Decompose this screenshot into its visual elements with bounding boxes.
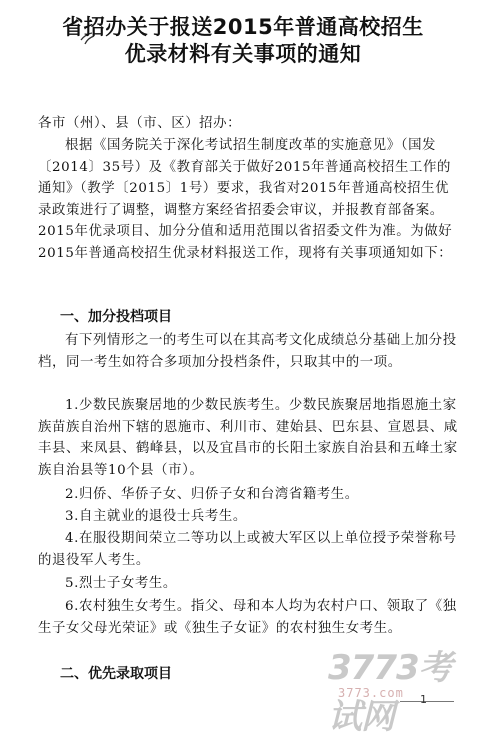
- intro-paragraph: 根据《国务院关于深化考试招生制度改革的实施意见》（国发〔2014〕35号）及《教育部关于做好2015年普通高校招生工作的通知》（教学〔2015〕1号）要求，我省对2015年普通高校招生优录政策进行了调整，调整方案经省招委会审议，并报教育部备案。2015年优录项目、加分分值和适用范围以省招委文件为准。为做好2015年普通高校招生优录材料报送工作，现将有关事项通知如下：: [38, 138, 453, 261]
- list-item-1: 1.少数民族聚居地的少数民族考生。少数民族聚居地指恩施土家族苗族自治州下辖的恩施市、利川市、建始县、巴东县、宣恩县、咸丰县、来凤县、鹤峰县，以及宜昌市的长阳土家族自治县和五峰土家族自治县等10个县（市）。: [38, 398, 458, 478]
- page-number: 1: [420, 693, 427, 706]
- list-item-6: 6.农村独生女考生。指父、母和本人均为农村户口、领取了《独生子女父母光荣证》或《独生子女证》的农村独生女考生。: [38, 599, 457, 636]
- page-number-rule: [400, 701, 454, 702]
- salutation: 各市（州）、县（市、区）招办：: [38, 116, 242, 131]
- list-item-5: 5.烈士子女考生。: [65, 576, 177, 591]
- watermark-logo: 3773考试网: [328, 648, 452, 737]
- list-item-3: 3.自主就业的退役士兵考生。: [65, 509, 247, 524]
- section-heading-1: 一、加分投档项目: [60, 309, 172, 325]
- section-heading-2: 二、优先录取项目: [60, 666, 172, 682]
- list-item-2: 2.归侨、华侨子女、归侨子女和台湾省籍考生。: [65, 487, 359, 502]
- document-title-line2: 优录材料有关事项的通知: [124, 42, 362, 66]
- list-item-4: 4.在服役期间荣立二等功以上或被大军区以上单位授予荣誉称号的退役军人考生。: [38, 531, 457, 568]
- document-title-line1: 省招办关于报送2015年普通高校招生: [62, 15, 424, 39]
- watermark-url: 3773.com: [338, 686, 404, 700]
- site-watermark: [316, 640, 476, 737]
- section1-intro-paragraph: 有下列情形之一的考生可以在其高考文化成绩总分基础上加分投档，同一考生如符合多项加分投档条件，只取其中的一项。: [38, 333, 457, 370]
